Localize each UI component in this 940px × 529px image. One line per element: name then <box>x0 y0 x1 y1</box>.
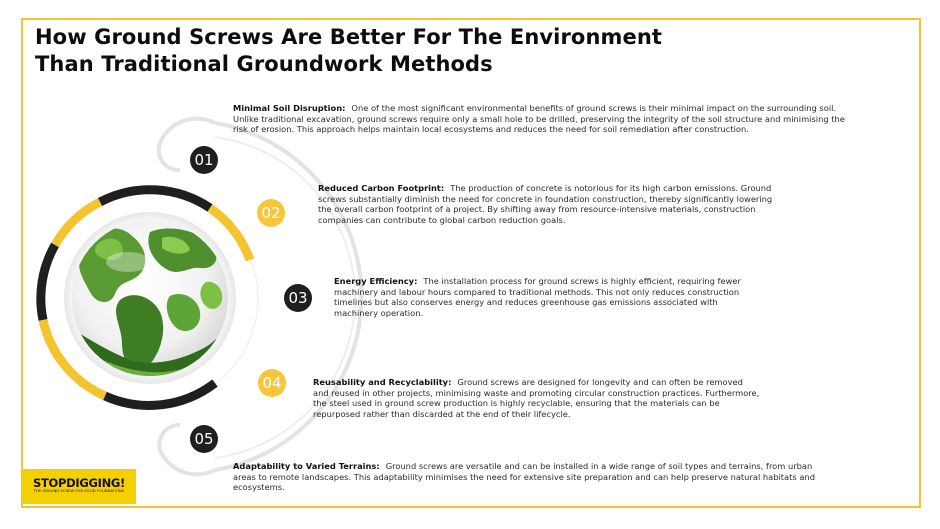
item-body: Ground screws are designed for longevity and can often be removed and reused in other projects, minimising waste and promoting circular construction practices. Furthermore, the steel used in ground screw production is highly recyclable, ensuring that the materials can be repurposed rather than discarded at the end of their lifecycle. <box>313 377 760 419</box>
step-badge-01: 01 <box>190 146 218 174</box>
step-badge-04: 04 <box>258 369 286 397</box>
item-adaptability-terrains <box>233 461 837 493</box>
item-body: Ground screws are versatile and can be installed in a wide range of soil types and terrains, from urban areas to remote landscapes. This adaptability minimises the need for extensive site preparation and can help preserve natural habitats and ecosystems. <box>233 461 815 493</box>
ring-segment-left <box>41 245 55 320</box>
item-heading: Energy Efficiency: <box>334 276 418 286</box>
title-line-1: How Ground Screws Are Better For The Environment <box>35 25 663 49</box>
ring-segment-bottom <box>105 383 215 405</box>
item-body: The production of concrete is notorious for its high carbon emissions. Ground screws substantially diminish the need for concrete in foundation construction, thereby significantly lowering the overall carbon footprint of a project. By shifting away from resource-intensive materials, construction companies can contribute to global carbon reduction goals. <box>318 183 773 225</box>
item-minimal-soil-disruption <box>233 103 853 135</box>
item-reduced-carbon-footprint <box>318 183 780 225</box>
item-heading: Minimal Soil Disruption: <box>233 103 346 113</box>
stopdigging-logo <box>22 469 136 504</box>
item-heading: Reduced Carbon Footprint: <box>318 183 445 193</box>
item-body: The installation process for ground screws is highly efficient, requiring fewer machinery and labour hours compared to traditional methods. This not only reduces construction timelines but also conserves energy and reduces greenhouse gas emissions associated with machinery operation. <box>334 276 741 318</box>
item-heading: Reusability and Recyclability: <box>313 377 452 387</box>
step-badge-02: 02 <box>257 199 285 227</box>
logo-tagline: THE GROUND SCREW FOR SOLID FOUNDATIONS <box>33 489 125 493</box>
step-badge-03: 03 <box>284 284 312 312</box>
item-heading: Adaptability to Varied Terrains: <box>233 461 380 471</box>
step-badge-05: 05 <box>190 425 218 453</box>
item-reusability-recyclability <box>313 377 761 419</box>
logo-brand: STOPDIGGING! <box>32 476 126 490</box>
title-line-2: Than Traditional Groundwork Methods <box>35 52 493 76</box>
ring-segment-top <box>100 190 210 208</box>
item-energy-efficiency <box>334 276 764 318</box>
item-body: One of the most significant environmental benefits of ground screws is their minimal impact on the surrounding soil. Unlike traditional excavation, ground screws require only a small hole to be drilled, preserving the integrity of the soil structure and minimising the risk of erosion. This approach helps maintain local ecosystems and reduces the need for soil remediation after construction. <box>233 103 845 135</box>
